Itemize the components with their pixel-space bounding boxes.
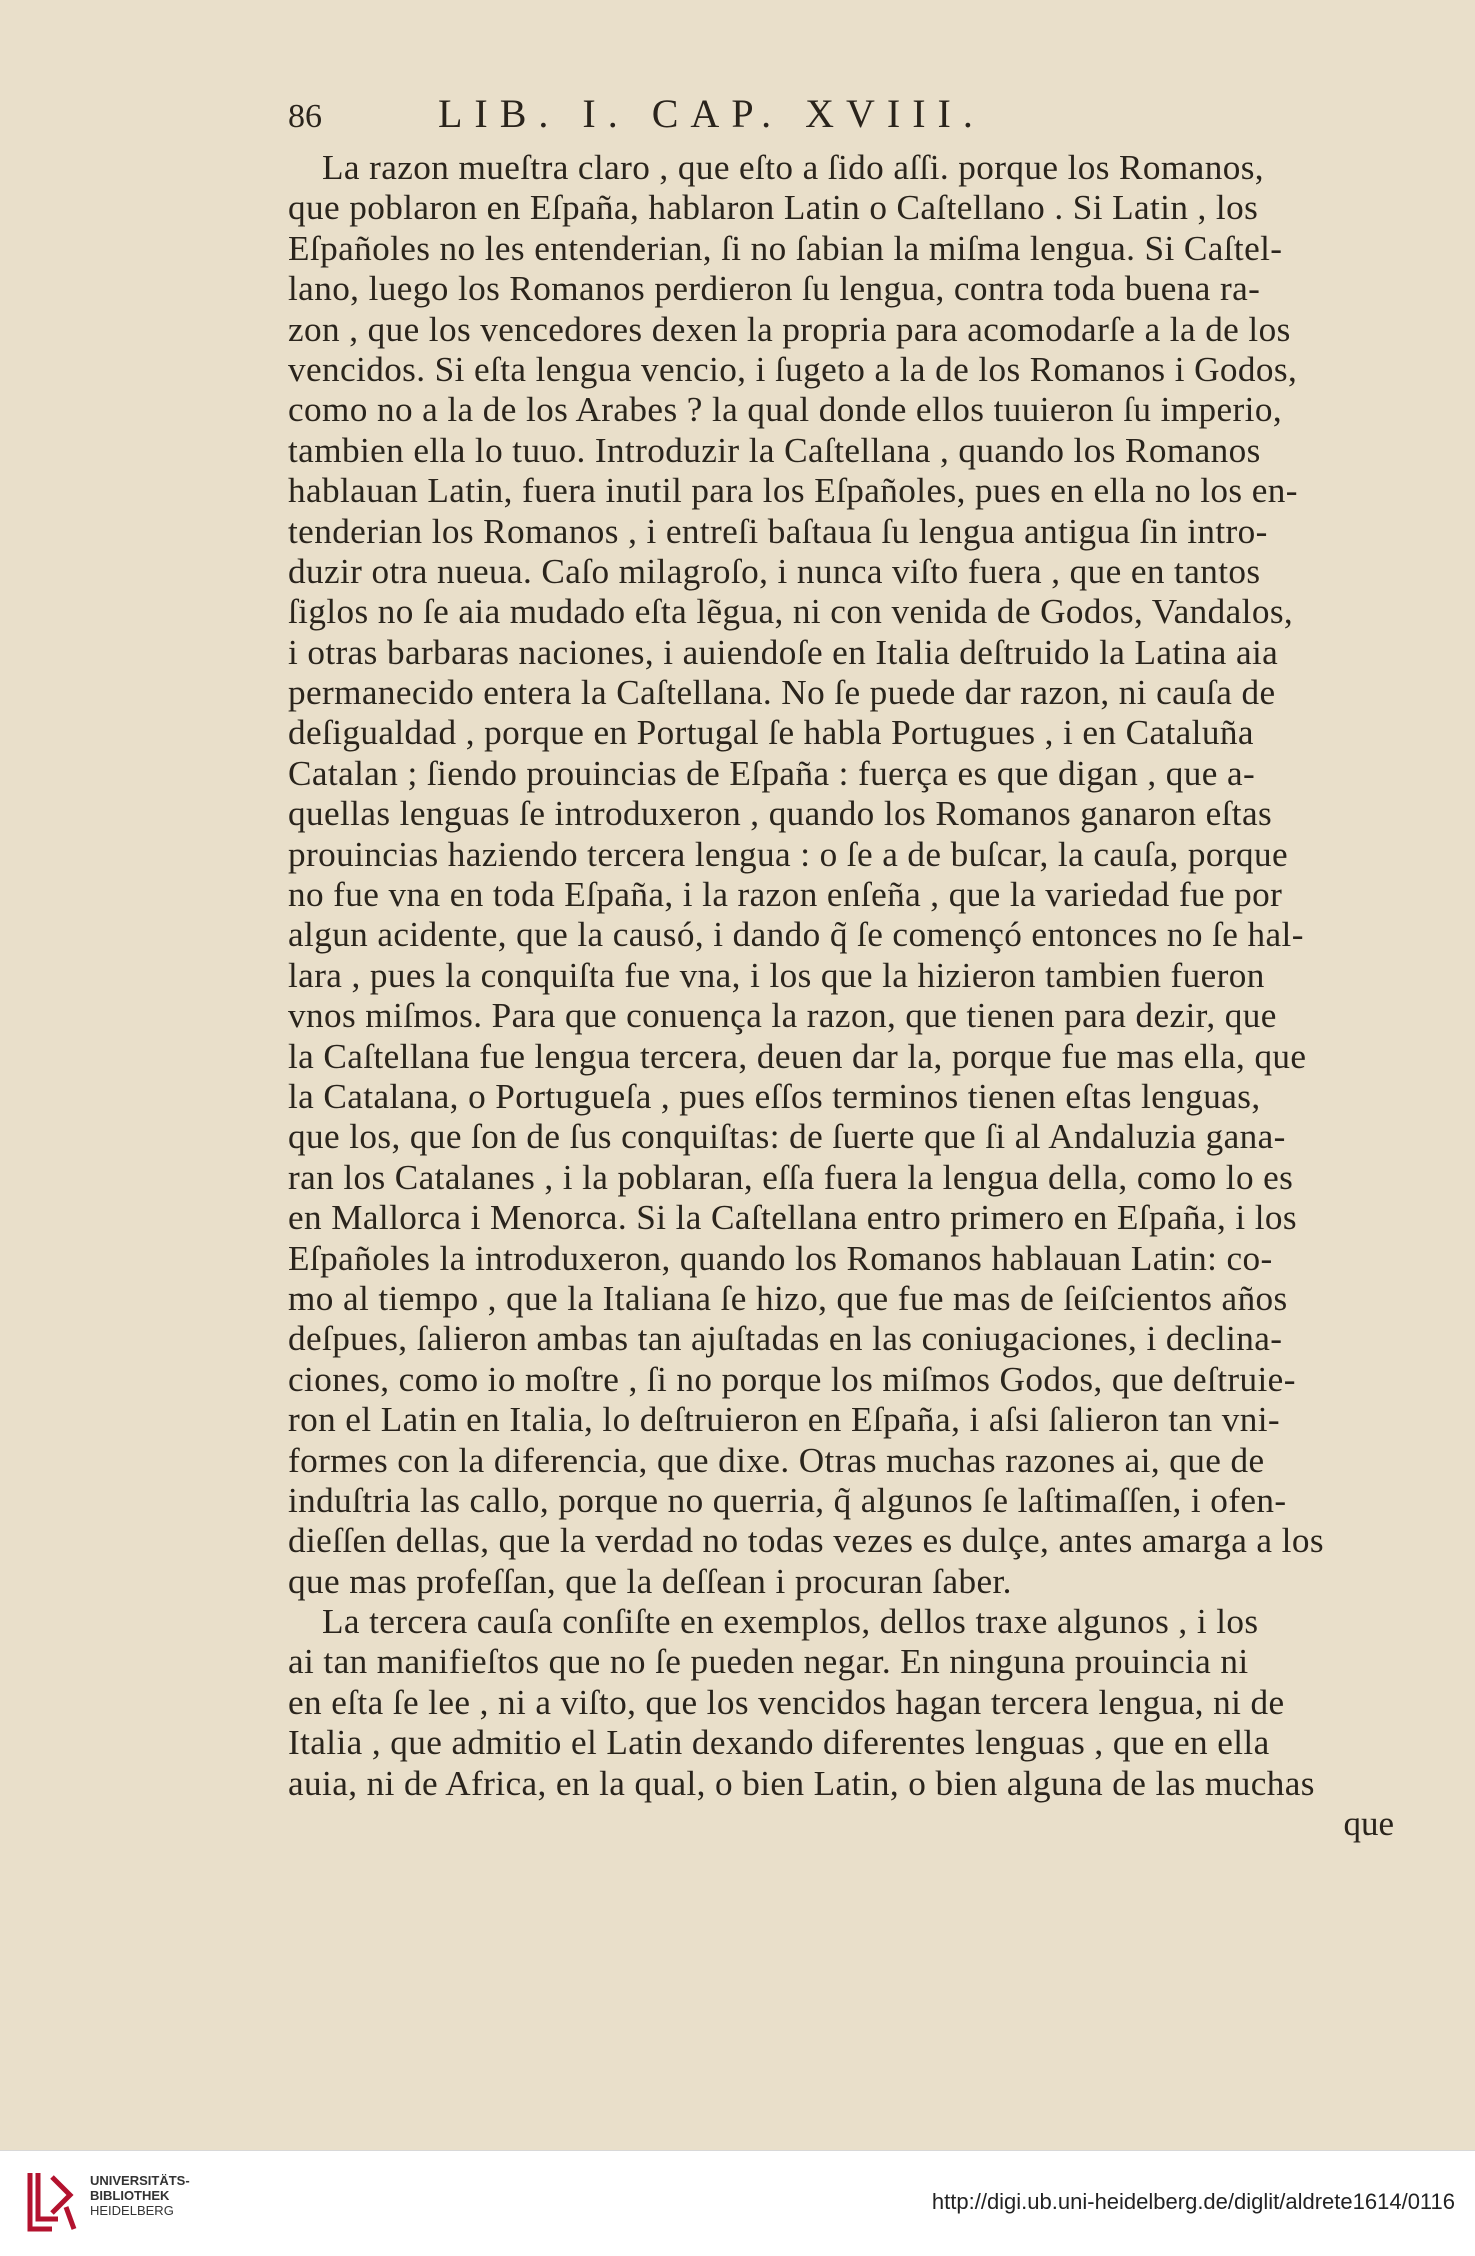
text-line: Catalan ; ſiendo prouincias de Eſpaña : fuerça es que digan , que a- xyxy=(288,753,1256,793)
text-line: dieſſen dellas, que la verdad no todas vezes es dulçe, antes amarga a los xyxy=(288,1521,1324,1561)
text-line: ron el Latin en Italia, lo deſtruieron en Eſpaña, i aſsi ſalieron tan vni- xyxy=(288,1400,1281,1440)
text-line: zon , que los vencedores dexen la propria para acomodarſe a la de los xyxy=(288,309,1291,349)
text-line: que poblaron en Eſpaña, hablaron Latin o Caſtellano . Si Latin , los xyxy=(288,188,1259,228)
text-line: hablauan Latin, fuera inutil para los Eſpañoles, pues en ella no los en- xyxy=(288,471,1298,511)
library-name xyxy=(90,2173,190,2218)
library-name-line: UNIVERSITÄTS- xyxy=(90,2173,190,2188)
text-line: deſigualdad , porque en Portugal ſe habla Portugues , i en Cataluña xyxy=(288,713,1254,753)
text-line: como no a la de los Arabes ? la qual donde ellos tuuieron ſu imperio, xyxy=(288,390,1283,430)
text-line: duzir otra nueua. Caſo milagroſo, i nunca viſto fuera , que en tantos xyxy=(288,551,1261,591)
library-name-line: HEIDELBERG xyxy=(90,2203,174,2218)
text-line: ſiglos no ſe aia mudado eſta lẽgua, ni con venida de Godos, Vandalos, xyxy=(288,592,1294,632)
chapter-heading: LIB. I. CAP. XVIII. xyxy=(438,91,985,136)
text-line: la Caſtellana fue lengua tercera, deuen dar la, porque fue mas ella, que xyxy=(288,1036,1307,1076)
text-line: formes con la diferencia, que dixe. Otras muchas razones ai, que de xyxy=(288,1440,1265,1480)
text-line: tenderian los Romanos , i entreſi baſtaua ſu lengua antigua ſin intro- xyxy=(288,511,1268,551)
text-line: en eſta ſe lee , ni a viſto, que los vencidos hagan tercera lengua, ni de xyxy=(288,1682,1285,1722)
text-line: no fue vna en toda Eſpaña, i la razon enſeña , que la variedad fue por xyxy=(288,875,1283,915)
text-line: quellas lenguas ſe introduxeron , quando los Romanos ganaron eſtas xyxy=(288,794,1273,834)
text-line: La tercera cauſa conſiſte en exemplos, dellos traxe algunos , i los xyxy=(322,1602,1259,1642)
text-line: algun acidente, que la causó, i dando q̃ ſe començó entonces no ſe hal- xyxy=(288,915,1304,955)
text-line: auia, ni de Africa, en la qual, o bien Latin, o bien alguna de las muchas xyxy=(288,1763,1315,1803)
footer-bar xyxy=(0,2150,1475,2256)
text-line: que los, que ſon de ſus conquiſtas: de ſuerte que ſi al Andaluzia gana- xyxy=(288,1117,1286,1157)
text-line: induſtria las callo, porque no querria, q̃ algunos ſe laſtimaſſen, i ofen- xyxy=(288,1480,1287,1520)
page-number: 86 xyxy=(288,98,322,135)
running-head xyxy=(288,90,1418,142)
catchword: que xyxy=(1343,1804,1394,1844)
body-text xyxy=(288,148,1418,1804)
text-line: vnos miſmos. Para que conuença la razon, que tienen para dezir, que xyxy=(288,996,1277,1036)
text-line: prouincias haziendo tercera lengua : o ſe a de buſcar, la cauſa, porque xyxy=(288,834,1289,874)
text-line: ciones, como io moſtre , ſi no porque los miſmos Godos, que deſtruie- xyxy=(288,1359,1296,1399)
text-line: lara , pues la conquiſta fue vna, i los que la hizieron tambien fueron xyxy=(288,955,1265,995)
text-line: deſpues, ſalieron ambas tan ajuſtadas en las coniugaciones, i declina- xyxy=(288,1319,1283,1359)
library-name-line: BIBLIOTHEK xyxy=(90,2188,170,2203)
text-line: ran los Catalanes , i la poblaran, eſſa fuera la lengua della, como lo es xyxy=(288,1157,1294,1197)
text-line: La razon mueſtra claro , que eſto a ſido aſſi. porque los Romanos, xyxy=(322,148,1264,187)
text-line: Eſpañoles no les entenderian, ſi no ſabian la miſma lengua. Si Caſtel- xyxy=(288,228,1283,268)
text-line: ai tan manifieſtos que no ſe pueden negar. En ninguna prouincia ni xyxy=(288,1642,1249,1682)
library-logo-icon xyxy=(22,2167,82,2235)
text-line: Italia , que admitio el Latin dexando diferentes lenguas , que en ella xyxy=(288,1723,1270,1763)
text-line: lano, luego los Romanos perdieron ſu lengua, contra toda buena ra- xyxy=(288,269,1261,309)
text-line: permanecido entera la Caſtellana. No ſe puede dar razon, ni cauſa de xyxy=(288,673,1276,713)
text-line: en Mallorca i Menorca. Si la Caſtellana entro primero en Eſpaña, i los xyxy=(288,1198,1298,1238)
text-line: Eſpañoles la introduxeron, quando los Romanos hablauan Latin: co- xyxy=(288,1238,1273,1278)
text-line: que mas profeſſan, que la deſſean i procuran ſaber. xyxy=(288,1561,1012,1601)
text-line: vencidos. Si eſta lengua vencio, i ſugeto a la de los Romanos i Godos, xyxy=(288,349,1298,389)
source-url-link[interactable]: http://digi.ub.uni-heidelberg.de/diglit/aldrete1614/0116 xyxy=(931,2189,1455,2214)
text-line: mo al tiempo , que la Italiana ſe hizo, que fue mas de ſeiſcientos años xyxy=(288,1278,1288,1318)
text-line: la Catalana, o Portugueſa , pues eſſos terminos tienen eſtas lenguas, xyxy=(288,1076,1261,1116)
text-line: tambien ella lo tuuo. Introduzir la Caſtellana , quando los Romanos xyxy=(288,430,1261,470)
page-content xyxy=(288,90,1418,1846)
text-line: i otras barbaras naciones, i auiendoſe en Italia deſtruido la Latina aia xyxy=(288,632,1279,672)
